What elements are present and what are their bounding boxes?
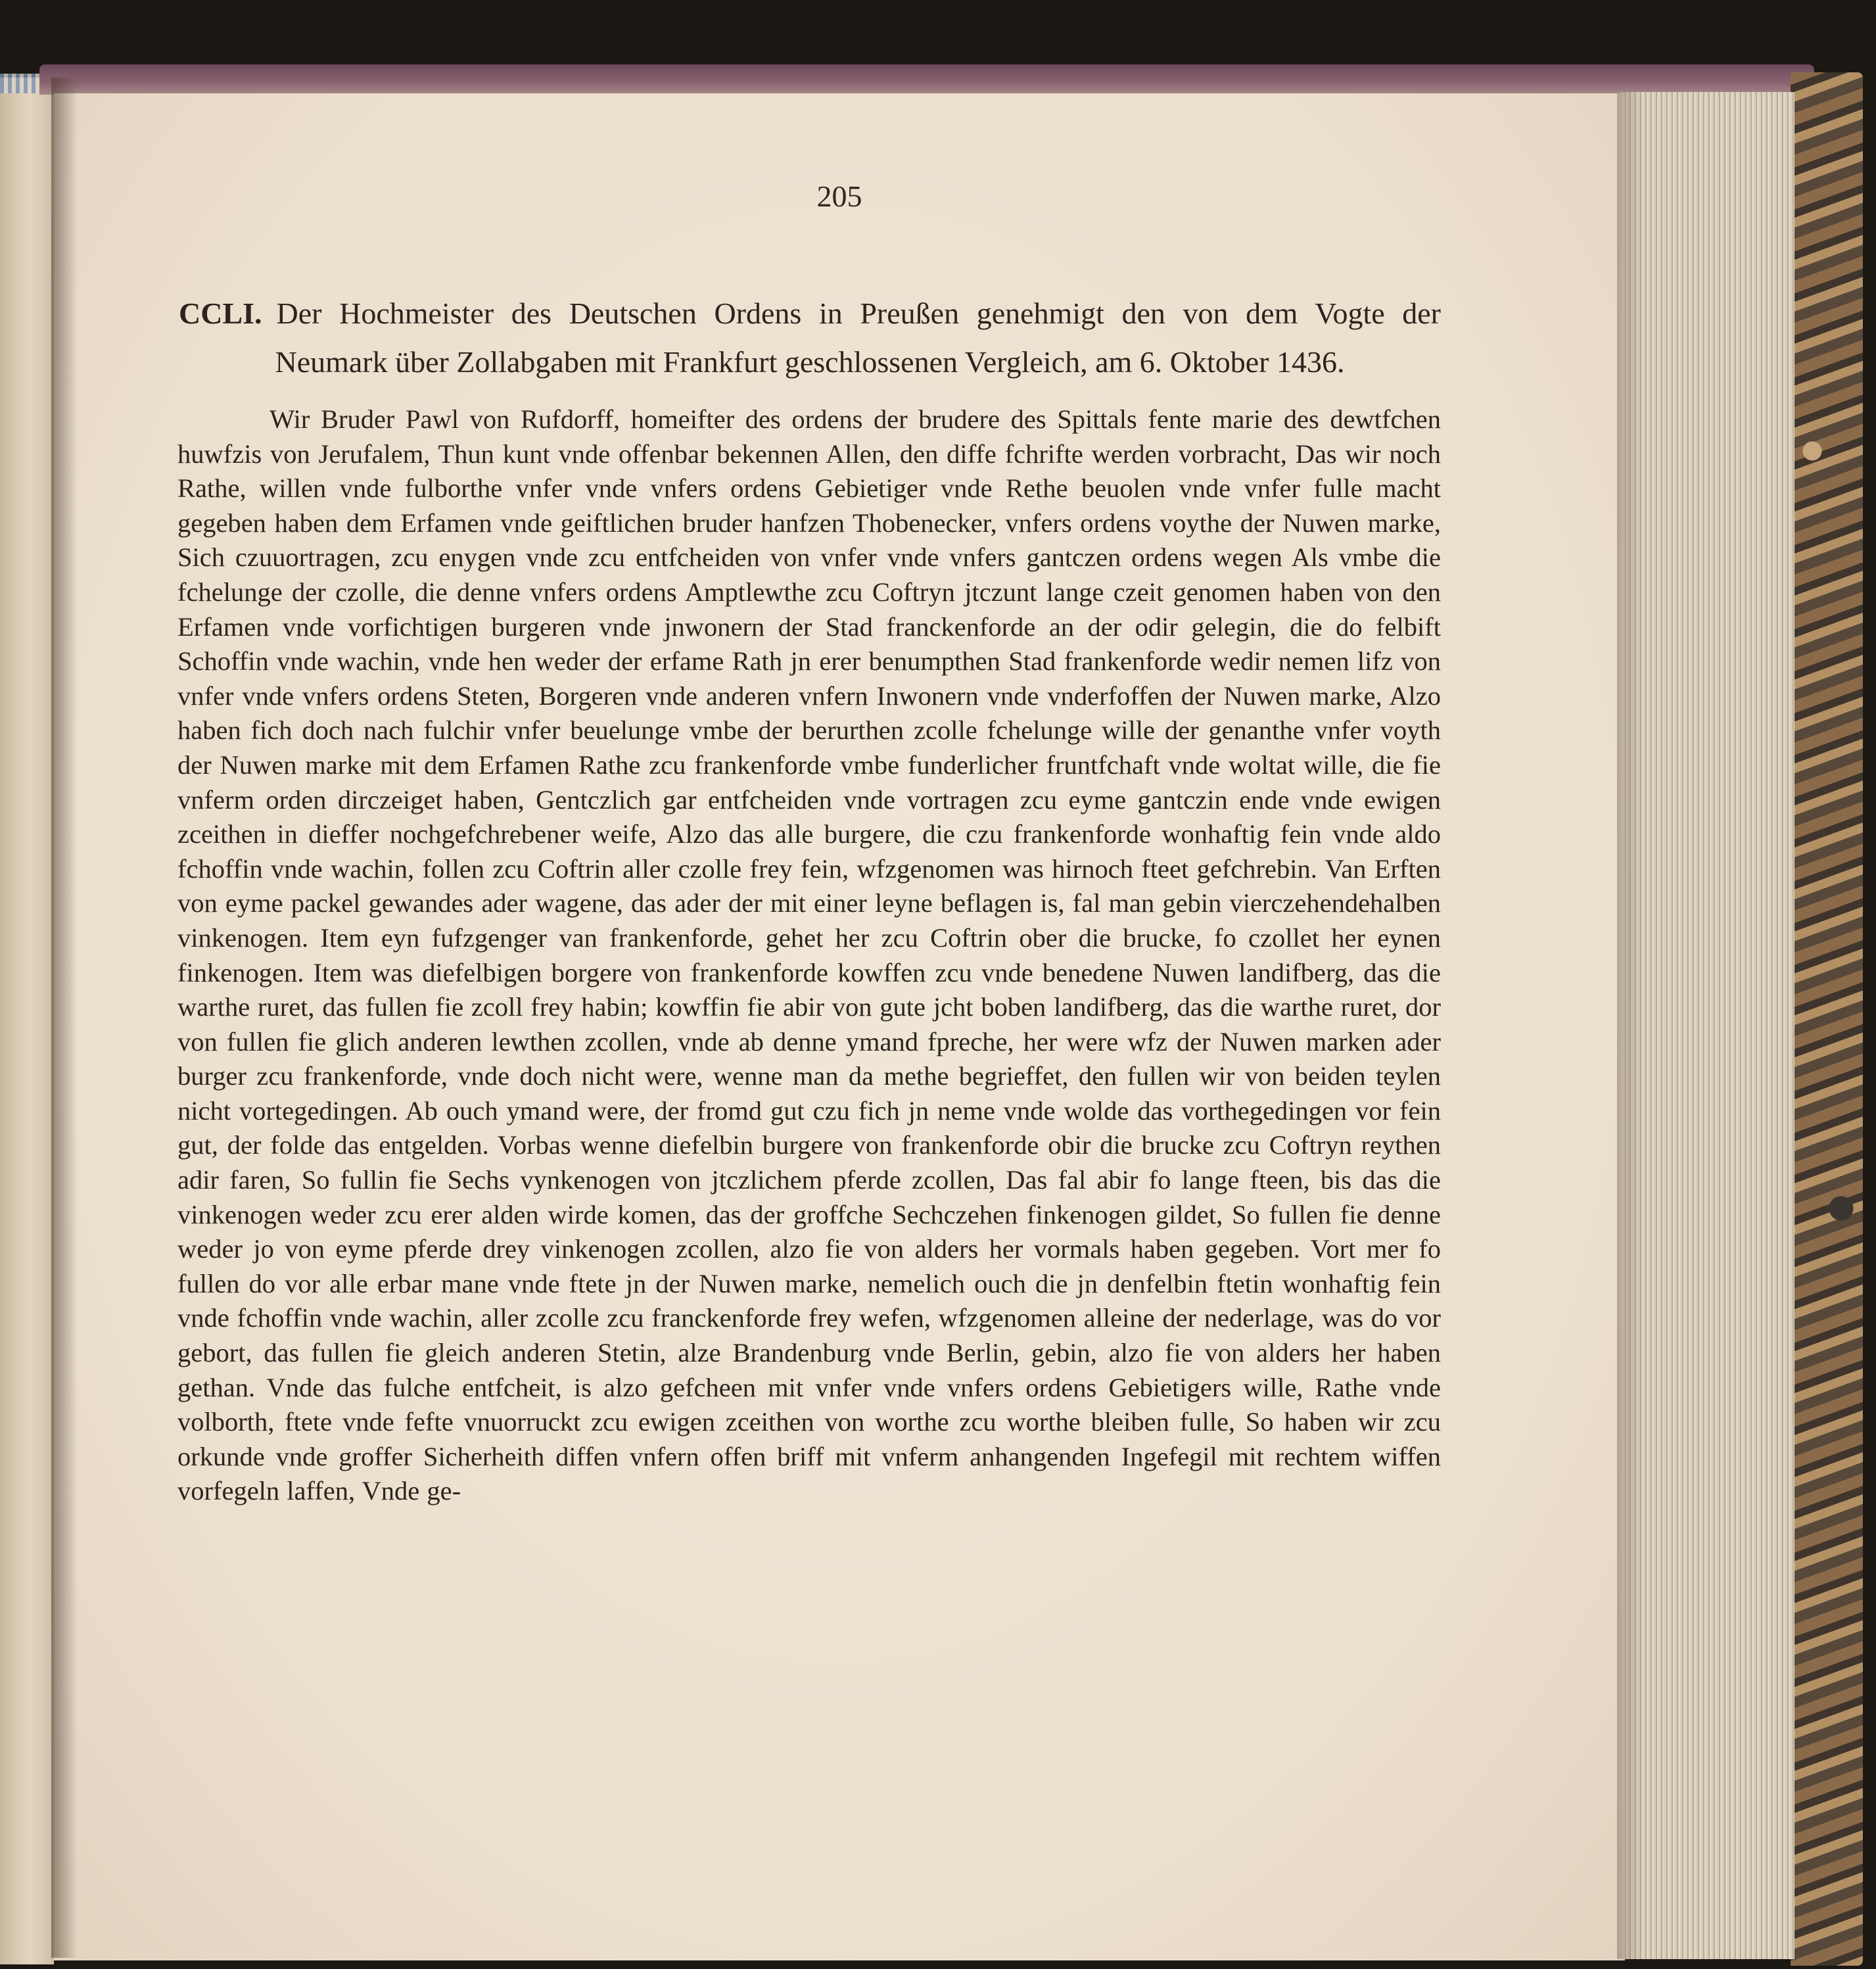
document-body-text: Wir Bruder Pawl von Rufdorff, homeifter des ordens der brudere des Spittals fente marie des dewtfchen huwfzis von Jerufalem, Thun kunt vnde offenbar bekennen Allen, den diffe fchrifte werden vorbracht, Das wir noch Rathe, willen vnde fulborthe vnfer vnde vnfers ordens Gebietiger vnde Rethe beuolen vnde vnfer fulle macht gegeben haben dem Erfamen vnde geiftlichen bruder hanfzen Thobenecker, vnfers ordens voythe der Nuwen marke, Sich czuuortragen, zcu enygen vnde zcu entfcheiden von vnfer vnde vnfers gantczen ordens wegen Als vmbe die fchelunge der czolle, die denne vnfers ordens Amptlewthe zcu Coftryn jtczunt lange czeit genomen haben von den Erfamen vnde vorfichtigen burgeren vnde jnwonern der Stad franckenforde an der odir gelegin, die do felbift Schoffin vnde wachin, vnde hen weder der erfame Rath jn erer benumpthen Stad frankenforde wedir nemen lifz von vnfer vnde vnfers ordens Steten, Borgeren vnde anderen vnfern Inwonern vnde vnderfoffen der Nuwen marke, Alzo haben fich doch nach fulchir vnfer beuelunge vmbe der berurthen zcolle fchelunge wille der genanthe vnfer voyth der Nuwen marke mit dem Erfamen Rathe zcu frankenforde vmbe funderlicher fruntfchaft vnde woltat wille, die fie vnferm orden dirczeiget haben, Gentczlich gar entfcheiden vnde vortragen zcu eyme gantczin ende vnde ewigen zceithen in dieffer nochgefchrebener weife, Alzo das alle burgere, die czu frankenforde wonhaftig fein vnde aldo fchoffin vnde wachin, follen zcu Coftrin aller czolle frey fein, wfzgenomen was hirnoch fteet gefchrebin. Van Erften von eyme packel gewandes ader wagene, das ader der mit einer leyne beflagen is, fal man gebin vierczehendehalben vinkenogen. Item eyn fufzgenger van frankenforde, gehet her zcu Coftrin ober die brucke, fo czollet her eynen finkenogen. Item was diefelbigen borgere von frankenforde kowffen zcu vnde benedene Nuwen landifberg, das die warthe ruret, das fullen fie zcoll frey habin; kowffin fie abir von gute jcht boben landifberg, das die warthe ruret, dor von fullen fie glich anderen lewthen zcollen, vnde ab denne ymand fpreche, her were wfz der Nuwen marken ader burger zcu frankenforde, vnde doch nicht were, wenne man da methe begrieffet, den fullen wir von beiden teylen nicht vortegedingen. Ab ouch ymand were, der fromd gut czu fich jn neme vnde wolde das vorthegedingen vor fein gut, der folde das entgelden. Vorbas wenne diefelbin burgere von frankenforde obir die brucke zcu Coftryn reythen adir faren, So fullin fie Sechs vynkenogen von jtczlichem pferde zcollen, Das fal abir fo lange fteen, bis das die vinkenogen weder zcu erer alden wirde komen, das der groffche Sechczehen finkenogen gildet, So fullen fie denne weder jo von eyme pferde drey vinkenogen zcollen, alzo fie von alders her vormals haben gegeben. Vort mer fo fullen do vor alle erbar mane vnde ftete jn der Nuwen marke, nemelich ouch die jn denfelbin ftetin wonhaftig fein vnde fchoffin vnde wachin, aller zcolle zcu franckenforde frey wefen, wfzgenomen alleine der nederlage, was do vor gebort, das fullen fie gleich anderen Stetin, alze Brandenburg vnde Berlin, gebin, alzo fie von alders her haben gethan. Vnde das fulche entfcheit, is alzo gefcheen mit vnfer vnde vnfers ordens Gebietigers wille, Rathe vnde volborth, ftete vnde fefte vnuorruckt zcu ewigen zceithen von worthe zcu worthe bleiben fulle, So haben wir zcu orkunde vnde groffer Sicherheith diffen vnfern offen briff mit vnferm anhangenden Ingefegil mit rechtem wiffen vorfegeln laffen, Vnde ge- xyxy=(177,404,1441,1506)
gutter-shadow xyxy=(51,78,78,1958)
book-page xyxy=(54,93,1625,1960)
page-edge-shadow xyxy=(1617,92,1643,1959)
marbled-cover-edge xyxy=(1791,72,1863,1966)
page-number: 205 xyxy=(816,179,862,213)
page-block-edges xyxy=(1617,92,1794,1959)
book-cover-top-edge xyxy=(39,64,1814,95)
left-facing-page-edge xyxy=(0,78,54,1964)
document-title-text: Der Hochmeister des Deutschen Ordens in Preußen genehmigt den von dem Vogte der Neumark über Zollabgaben mit Frankfurt geschlossenen Vergleich, am 6. Oktober 1436. xyxy=(275,297,1441,379)
document-number: CCLI. xyxy=(179,297,262,330)
document-title xyxy=(179,289,1441,387)
